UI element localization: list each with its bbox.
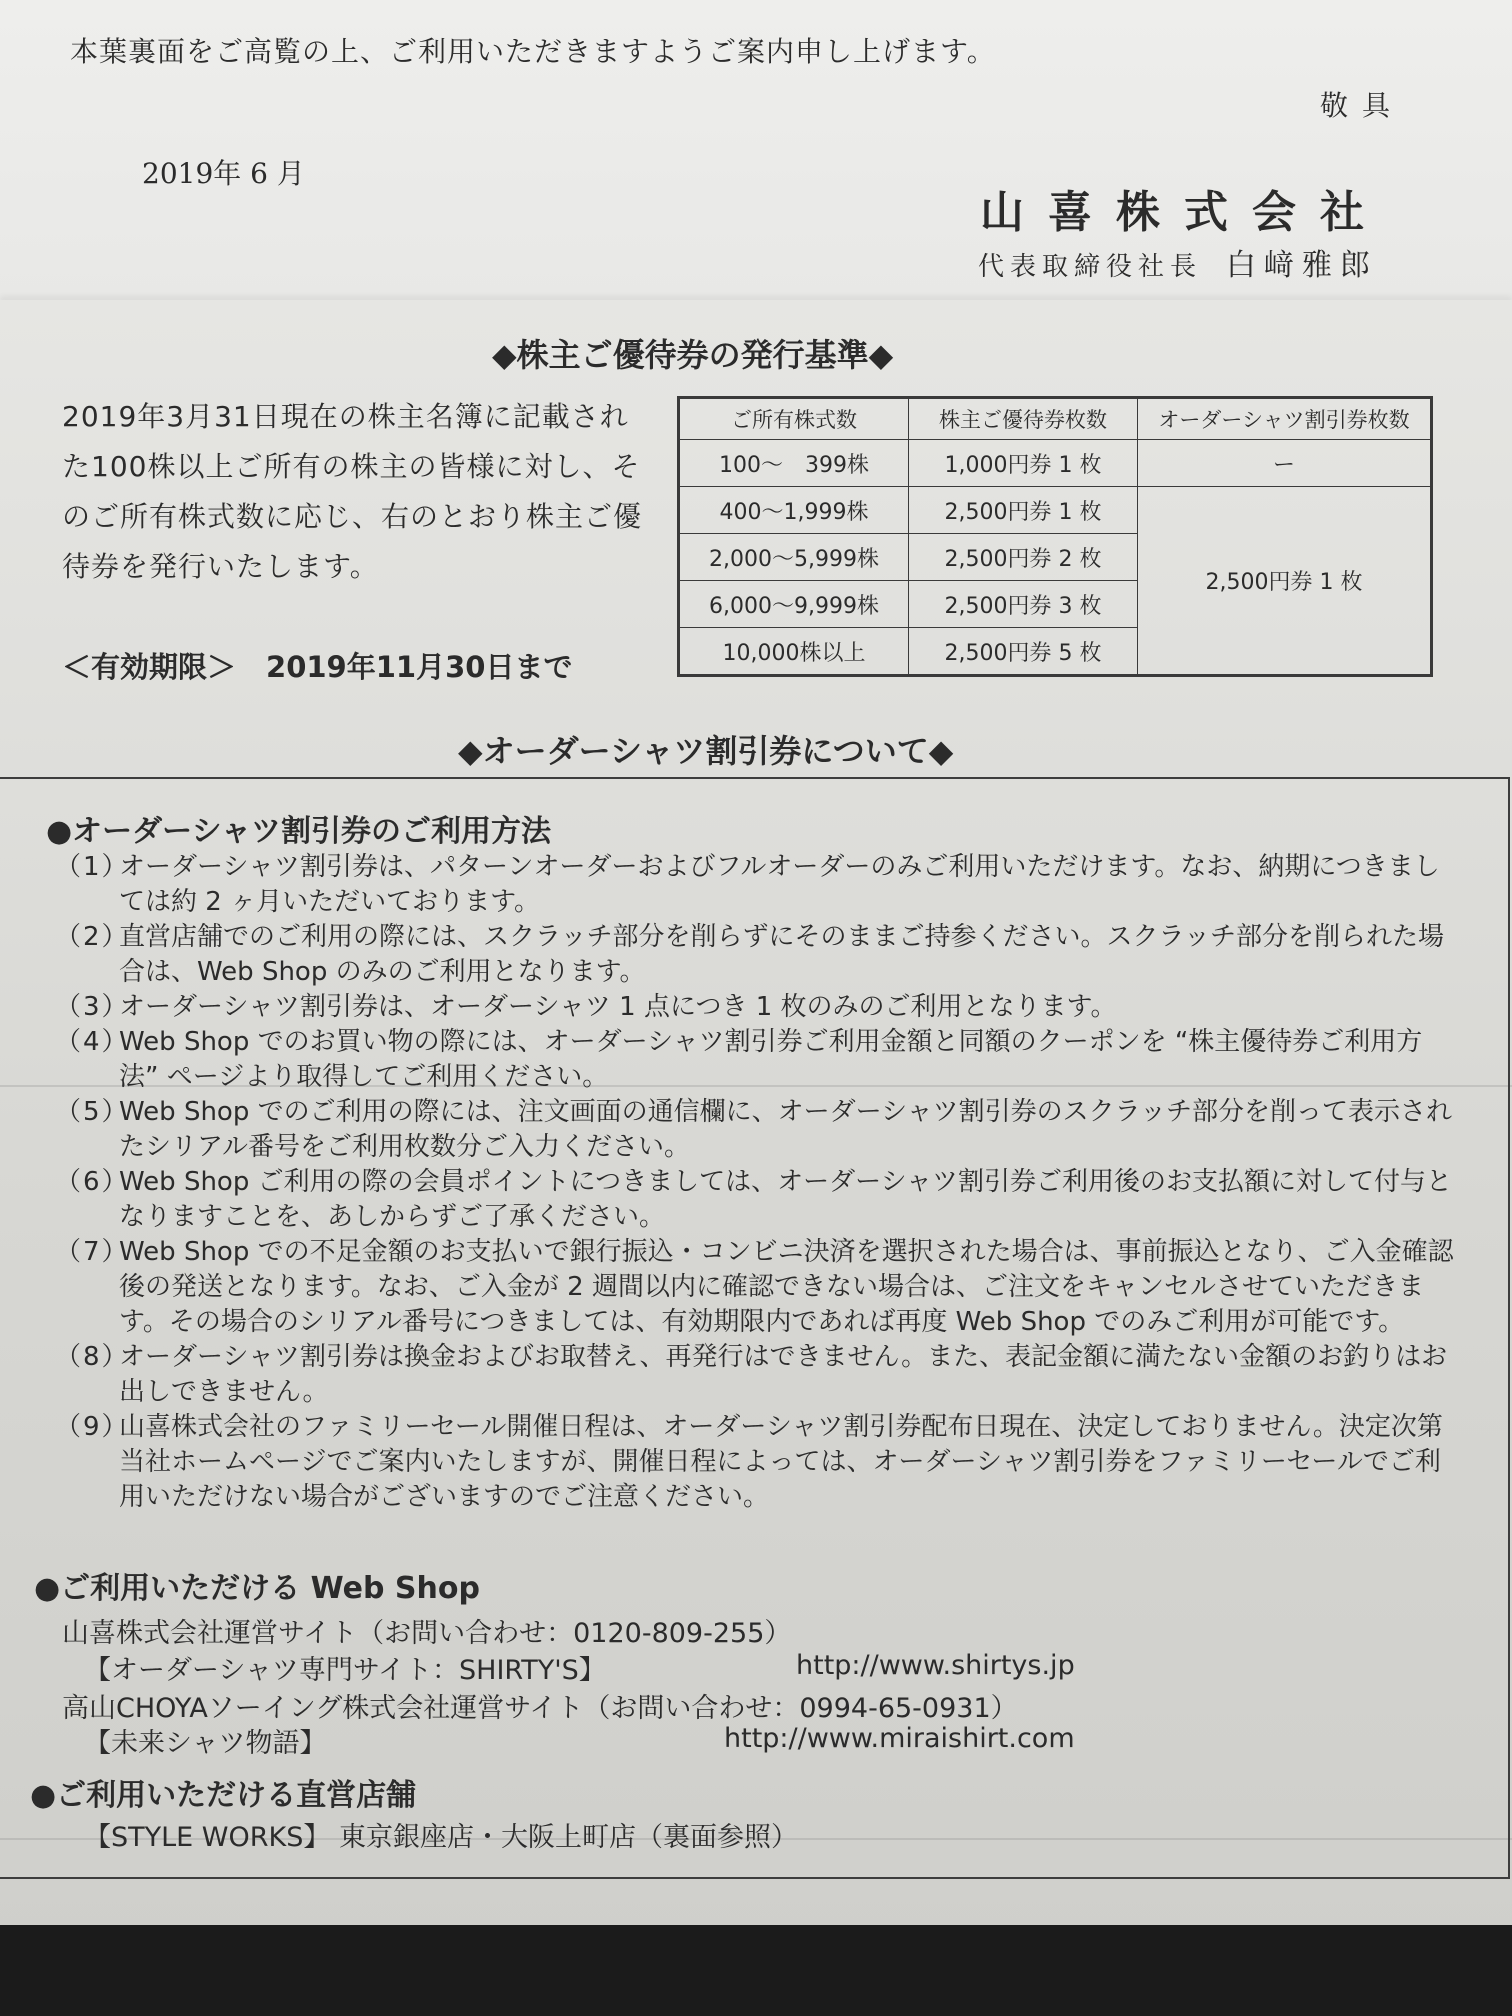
list-item bbox=[55, 850, 1455, 920]
table-cell: 2,500円券 3 枚 bbox=[909, 581, 1138, 628]
store-title: ●ご利用いただける直営店舗 bbox=[30, 1778, 417, 1813]
list-item bbox=[55, 920, 1455, 990]
table-row bbox=[679, 440, 1432, 487]
list-item bbox=[55, 1340, 1455, 1410]
site2-url[interactable]: http://www.miraishirt.com bbox=[724, 1723, 1075, 1754]
site1-name: 【オーダーシャツ専門サイト：SHIRTY'S】 bbox=[84, 1655, 606, 1686]
site2-name: 【未来シャツ物語】 bbox=[84, 1728, 327, 1759]
table-header: 株主ご優待券枚数 bbox=[909, 398, 1138, 440]
note-text: Web Shop での不足金額のお支払いで銀行振込・コンビニ決済を選択された場合は、事前振込となり、ご入金確認後の発送となります。なお、ご入金が 2 週間以内に確認できない場合は、ご注文をキャンセルさせていただきます。その場合のシリアル番号につきましては、有効期限内であれば再度 Web Shop でのみご利用が可能です。 bbox=[119, 1237, 1454, 1337]
validity-label: ＜有効期限＞ bbox=[62, 650, 237, 684]
usage-notes bbox=[55, 850, 1455, 1515]
shirt-title: ◆オーダーシャツ割引券について◆ bbox=[458, 732, 954, 770]
representative-name: 白﨑雅郎 bbox=[1226, 248, 1379, 283]
note-text: オーダーシャツ割引券は換金およびお取替え、再発行はできません。また、表記金額に満たない金額のお釣りはお出しできません。 bbox=[119, 1342, 1448, 1407]
table-cell: ー bbox=[1138, 440, 1432, 487]
table-cell: 400～1,999株 bbox=[679, 487, 909, 534]
list-item bbox=[55, 1025, 1455, 1095]
issuance-table bbox=[677, 396, 1433, 677]
table-cell: 2,500円券 1 枚 bbox=[909, 487, 1138, 534]
validity-period bbox=[62, 645, 572, 686]
table-header: ご所有株式数 bbox=[679, 398, 909, 440]
webshop-title: ●ご利用いただける Web Shop bbox=[34, 1571, 480, 1606]
site1-operator: 山喜株式会社運営サイト（お問い合わせ：0120-809-255） bbox=[62, 1618, 792, 1649]
list-item bbox=[55, 1235, 1455, 1340]
site2-operator: 高山CHOYAソーイング株式会社運営サイト（お問い合わせ：0994-65-0931） bbox=[62, 1693, 1018, 1724]
note-text: オーダーシャツ割引券は、パターンオーダーおよびフルオーダーのみご利用いただけます。なお、納期につきましては約 2 ヶ月いただいております。 bbox=[119, 852, 1440, 917]
note-number: （4） bbox=[55, 1027, 130, 1057]
validity-date: 2019年11月30日まで bbox=[266, 650, 573, 684]
intro-text: 本葉裏面をご高覧の上、ご利用いただきますようご案内申し上げます。 bbox=[70, 35, 996, 68]
note-number: （3） bbox=[55, 992, 130, 1022]
table-cell: 2,500円券 5 枚 bbox=[909, 628, 1138, 676]
site1-url[interactable]: http://www.shirtys.jp bbox=[796, 1650, 1075, 1681]
criteria-description: 2019年3月31日現在の株主名簿に記載された100株以上ご所有の株主の皆様に対し、そのご所有株式数に応じ、右のとおり株主ご優待券を発行いたします。 bbox=[62, 400, 643, 583]
note-text: Web Shop でのお買い物の際には、オーダーシャツ割引券ご利用金額と同額のクーポンを “株主優待券ご利用方法” ページより取得してご利用ください。 bbox=[119, 1027, 1423, 1092]
note-number: （2） bbox=[55, 922, 130, 952]
criteria-title: ◆株主ご優待券の発行基準◆ bbox=[492, 336, 894, 374]
note-number: （5） bbox=[55, 1097, 130, 1127]
note-number: （9） bbox=[55, 1412, 130, 1442]
representative bbox=[978, 240, 1378, 284]
note-number: （8） bbox=[55, 1342, 130, 1372]
note-text: Web Shop ご利用の際の会員ポイントにつきましては、オーダーシャツ割引券ご利用後のお支払額に対して付与となりますことを、あしからずご了承ください。 bbox=[119, 1167, 1453, 1232]
table-cell: 2,500円券 2 枚 bbox=[909, 534, 1138, 581]
table-header: オーダーシャツ割引券枚数 bbox=[1138, 398, 1432, 440]
list-item bbox=[55, 1410, 1455, 1515]
note-number: （6） bbox=[55, 1167, 130, 1197]
table-row bbox=[679, 487, 1432, 534]
list-item bbox=[55, 1165, 1455, 1235]
closing-text: 敬具 bbox=[1320, 89, 1405, 122]
company-name: 山喜株式会社 bbox=[980, 187, 1388, 238]
list-item bbox=[55, 1095, 1455, 1165]
note-text: オーダーシャツ割引券は、オーダーシャツ 1 点につき 1 枚のみのご利用となります。 bbox=[119, 992, 1117, 1022]
note-number: （7） bbox=[55, 1237, 130, 1267]
table-cell-merged: 2,500円券 1 枚 bbox=[1138, 487, 1432, 676]
representative-title: 代表取締役社長 bbox=[978, 252, 1203, 282]
note-number: （1） bbox=[55, 852, 130, 882]
list-item bbox=[55, 990, 1455, 1025]
table-cell: 2,000～5,999株 bbox=[679, 534, 909, 581]
letter-date: 2019年 6 月 bbox=[142, 157, 305, 190]
table-cell: 1,000円券 1 枚 bbox=[909, 440, 1138, 487]
note-text: 直営店舗でのご利用の際には、スクラッチ部分を削らずにそのままご持参ください。スクラッチ部分を削られた場合は、Web Shop のみのご利用となります。 bbox=[119, 922, 1444, 987]
note-text: 山喜株式会社のファミリーセール開催日程は、オーダーシャツ割引券配布日現在、決定しておりません。決定次第当社ホームページでご案内いたしますが、開催日程によっては、オーダーシャツ割引券をファミリーセールでご利用いただけない場合がございますのでご注意ください。 bbox=[119, 1412, 1443, 1512]
table-cell: 10,000株以上 bbox=[679, 628, 909, 676]
note-text: Web Shop でのご利用の際には、注文画面の通信欄に、オーダーシャツ割引券のスクラッチ部分を削って表示されたシリアル番号をご利用枚数分ご入力ください。 bbox=[119, 1097, 1453, 1162]
table-cell: 100～ 399株 bbox=[679, 440, 909, 487]
usage-title: ●オーダーシャツ割引券のご利用方法 bbox=[46, 814, 551, 849]
table-cell: 6,000～9,999株 bbox=[679, 581, 909, 628]
dark-background bbox=[0, 1925, 1512, 2016]
store-text: 【STYLE WORKS】 東京銀座店・大阪上町店（裏面参照） bbox=[84, 1822, 798, 1853]
table-header-row bbox=[679, 398, 1432, 440]
